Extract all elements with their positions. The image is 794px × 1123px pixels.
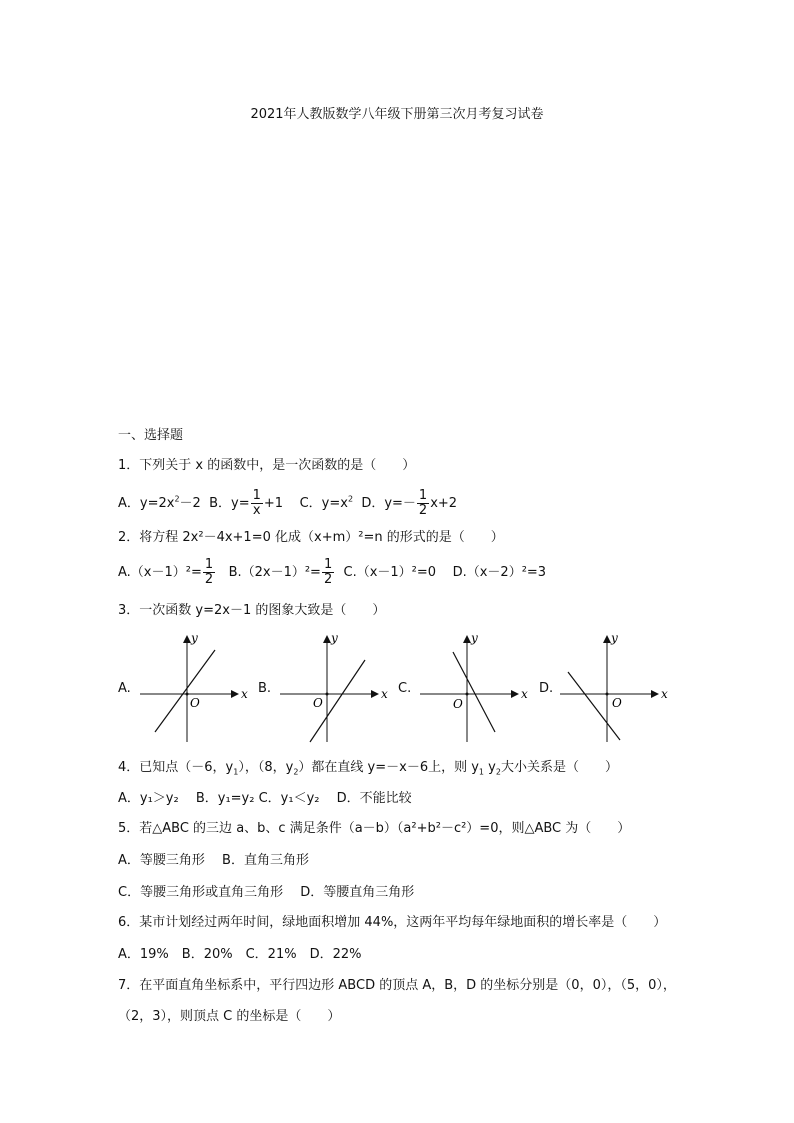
question-5-options-2: C．等腰三角形或直角三角形 D．等腰直角三角形 [118,885,415,900]
x-axis-label: x [241,687,248,701]
question-1-options [118,485,457,519]
question-2-stem: 2．将方程 2x²－4x+1=0 化成（x+m）²=n 的形式的是（ ） [118,530,504,545]
question-4-stem: 4．已知点（－6，$y_1$），（8，$y_2$）都在直线 y=－x－6上，则 $y_1$ $y_2$大小关系是（ ） [118,760,618,777]
origin-dot [606,693,609,696]
y-axis-label: y [331,631,338,645]
function-line [453,652,495,732]
q2-option-b: B.（2x－1）²= $\frac{1}{2}$ [228,557,333,587]
q1-option-d: D．y=－ $\frac{1}{2}$ x+2 [361,488,458,519]
x-axis-label: x [521,687,528,701]
q3-graph-b [280,632,400,744]
question-6-stem: 6．某市计划经过两年时间，绿地面积增加 44%，这两年平均每年绿地面积的增长率是（ ） [118,915,667,930]
section-heading: 一、选择题 [118,428,184,443]
q3-graph-c [420,632,540,744]
y-axis-label: y [471,631,478,645]
q3-option-c-label: C. [398,681,412,696]
function-line [155,650,215,732]
x-axis-label: x [381,687,388,701]
question-2-options [118,558,546,588]
q1-option-b: B．y= $\frac{1}{x}$ +1 [209,488,284,519]
question-7-stem-line-1: 7．在平面直角坐标系中，平行四边形 ABCD 的顶点 A，B，D 的坐标分别是（0，0），（5，0）， [118,978,676,993]
question-4-options: A．y₁＞y₂ B．y₁=y₂ C．y₁＜y₂ D．不能比较 [118,791,412,806]
x-axis-label: x [661,687,668,701]
q3-option-a-label: A. [118,681,131,696]
question-7-stem-line-2: （2，3），则顶点 C 的坐标是（ ） [118,1009,341,1024]
origin-label: O [313,696,323,710]
question-1-stem: 1．下列关于 x 的函数中，是一次函数的是（ ） [118,458,416,473]
q1-option-a: A．$y=2x^2-2$ [118,495,201,512]
page-title: 2021年人教版数学八年级下册第三次月考复习试卷 [250,107,544,122]
q2-option-c: C.（x－1）²=0 [343,565,437,580]
q3-graph-d [560,632,680,744]
question-6-options: A．19% B．20% C．21% D．22% [118,947,362,962]
q2-option-d: D.（x－2）²=3 [452,565,547,580]
question-5-options-1: A．等腰三角形 B．直角三角形 [118,853,309,868]
origin-dot [326,693,329,696]
origin-label: O [612,696,622,710]
question-3-stem: 3．一次函数 y=2x－1 的图象大致是（ ） [118,603,386,618]
origin-label: O [190,696,200,710]
origin-label: O [453,697,463,711]
question-5-stem: 5．若△ABC 的三边 a、b、c 满足条件（a－b）（a²+b²－c²）=0，则△ABC 为（ ） [118,821,631,836]
q1-option-c: C．$y=x^2$ [299,495,354,512]
q3-option-d-label: D. [539,681,554,696]
q3-graph-a [140,632,260,744]
origin-dot [466,693,469,696]
y-axis-label: y [611,631,618,645]
q3-option-b-label: B. [258,681,272,696]
origin-dot [186,693,189,696]
q2-option-a: A.（x－1）²= $\frac{1}{2}$ [118,557,214,587]
y-axis-label: y [191,631,198,645]
